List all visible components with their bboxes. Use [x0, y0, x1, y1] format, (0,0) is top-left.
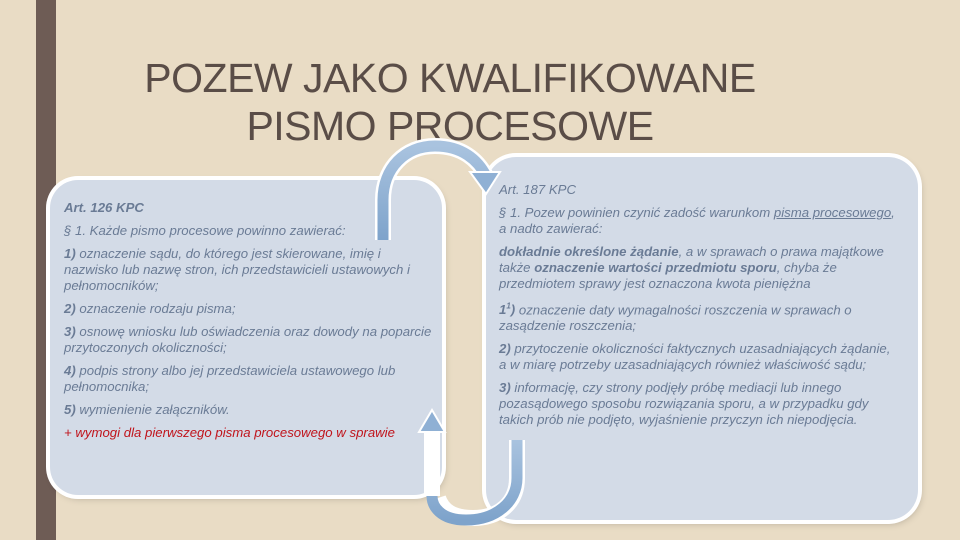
- art-126-heading: Art. 126 KPC: [64, 200, 144, 215]
- item-text: oznaczenie rodzaju pisma;: [75, 301, 236, 316]
- item-text: , chyba że przedmiotem sprawy jest oznaczona kwota pieniężna: [499, 260, 837, 291]
- title-line-1: POZEW JAKO KWALIFIKOWANE: [144, 55, 756, 101]
- item-text: , a w sprawach o prawa majątkowe także: [499, 244, 884, 275]
- item-number-base: 1: [499, 302, 507, 318]
- item-text: przytoczenie okoliczności faktycznych uzasadniających żądanie, a w miarę potrzeby uzasadniających również właściwość sądu;: [499, 341, 891, 373]
- bottom-curved-arrow-icon: [419, 410, 517, 520]
- first-pleading-note: + wymogi dla pierwszego pisma procesowego w sprawie: [64, 425, 395, 440]
- item-text: wymienienie załączników.: [75, 402, 230, 417]
- item-text: informację, czy strony podjęły próbę mediacji lub innego pozasądowego sposobu rozwiązania sporu, a w przypadku gdy takich prób nie podjęto, wyjaśnienie przyczyn ich niepodjęcia.: [499, 380, 869, 428]
- item-number: 1): [64, 246, 76, 261]
- item-number: 3): [64, 324, 76, 339]
- bold-term: dokładnie określone żądanie: [499, 244, 679, 259]
- intro-text: § 1. Pozew powinien czynić zadość warunkom: [499, 205, 774, 220]
- item-number: 2): [64, 301, 76, 316]
- intro-text-end: , a nadto zawierać:: [499, 205, 895, 236]
- title-line-2: PISMO PROCESOWE: [246, 103, 654, 149]
- item-number: 4): [64, 363, 76, 378]
- item-number-sup: 1: [506, 302, 511, 311]
- item-text: oznaczenie daty wymagalności roszczenia w sprawach o zasądzenie roszczenia;: [499, 302, 852, 334]
- item-text: oznaczenie sądu, do którego jest skierowane, imię i nazwisko lub nazwę stron, ich przedstawicieli ustawowych i pełnomocników;: [64, 246, 410, 293]
- top-curved-arrow-icon: [383, 146, 500, 240]
- item-number-suffix: ): [510, 302, 516, 318]
- item-text: podpis strony albo jej przedstawiciela ustawowego lub pełnomocnika;: [64, 363, 396, 394]
- item-number: 3): [499, 380, 511, 396]
- bold-term: oznaczenie wartości przedmiotu sporu: [534, 260, 777, 275]
- art-126-intro: § 1. Każde pismo procesowe powinno zawierać:: [64, 223, 346, 238]
- item-number: 2): [499, 341, 511, 357]
- item-text: osnowę wniosku lub oświadczenia oraz dowody na poparcie przytoczonych okoliczności;: [64, 324, 432, 355]
- pismo-procesowe-link[interactable]: pisma procesowego: [773, 205, 892, 220]
- item-number: 5): [64, 402, 76, 417]
- art-187-heading: Art. 187 KPC: [499, 182, 576, 197]
